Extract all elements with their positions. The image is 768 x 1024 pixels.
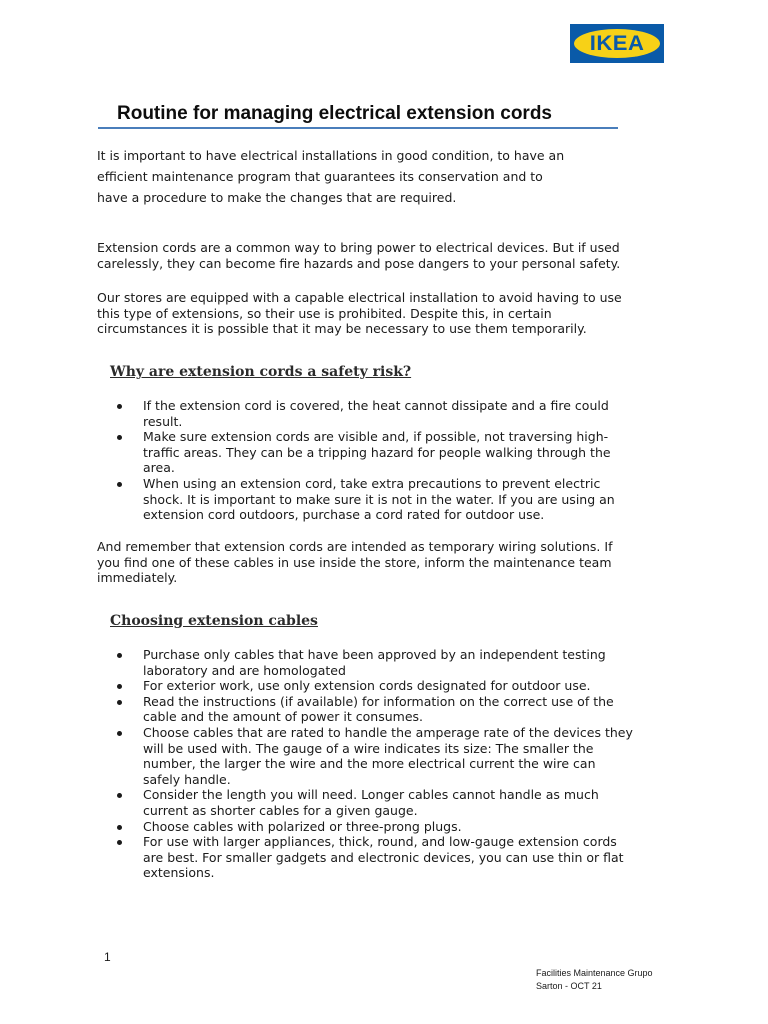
- footer-line: Sarton - OCT 21: [536, 981, 602, 991]
- paragraph-line: Our stores are equipped with a capable electrical installation to avoid having to use: [97, 290, 622, 305]
- paragraph-line: Extension cords are a common way to bring power to electrical devices. But if used: [97, 240, 620, 255]
- list-line: extension cord outdoors, purchase a cord rated for outdoor use.: [143, 507, 545, 523]
- intro-line: efficient maintenance program that guarantees its conservation and to: [97, 169, 543, 184]
- list-line: For use with larger appliances, thick, round, and low-gauge extension cords: [143, 834, 617, 850]
- list-line: number, the larger the wire and the more electrical current the wire can: [143, 756, 596, 772]
- bullet-icon: [117, 731, 122, 736]
- intro-line: It is important to have electrical installations in good condition, to have an: [97, 148, 565, 163]
- bullet-icon: [117, 404, 122, 409]
- logo-text: IKEA: [589, 32, 645, 55]
- list-line: When using an extension cord, take extra precautions to prevent electric: [143, 475, 601, 491]
- bullet-icon: [117, 435, 122, 440]
- list-line: Purchase only cables that have been approved by an independent testing: [143, 647, 606, 662]
- list-item: [0, 429, 615, 476]
- bullet-icon: [117, 684, 122, 689]
- list-line: safely handle.: [143, 771, 231, 787]
- list-item: [0, 725, 633, 787]
- list-line: Read the instructions (if available) for information on the correct use of the: [143, 693, 614, 709]
- footer-text: [536, 967, 653, 993]
- intro-paragraph: [97, 145, 564, 208]
- list-line: laboratory and are homologated: [143, 662, 346, 678]
- bullet-icon: [117, 700, 122, 705]
- list-item: [0, 819, 633, 835]
- footer-line: Facilities Maintenance Grupo: [536, 968, 653, 978]
- paragraph-line: And remember that extension cords are intended as temporary wiring solutions. If: [97, 539, 613, 554]
- bullet-icon: [117, 653, 122, 658]
- list-line: traffic areas. They can be a tripping hazard for people walking through the: [143, 444, 611, 460]
- list-line: are best. For smaller gadgets and electronic devices, you can use thin or flat: [143, 849, 624, 865]
- safety-risk-list: [0, 398, 615, 523]
- list-line: will be used with. The gauge of a wire indicates its size: The smaller the: [143, 740, 594, 756]
- paragraph-extension-cords: [97, 240, 620, 271]
- bullet-icon: [117, 793, 122, 798]
- choosing-cables-list: [0, 647, 633, 881]
- bullet-icon: [117, 840, 122, 845]
- list-line: Choose cables with polarized or three-prong plugs.: [143, 818, 462, 834]
- paragraph-line: you find one of these cables in use inside the store, inform the maintenance team: [97, 554, 612, 570]
- section-heading-safety-risk: Why are extension cords a safety risk?: [110, 364, 412, 380]
- document-title: Routine for managing electrical extension cords: [117, 103, 552, 124]
- list-line: Make sure extension cords are visible and, if possible, not traversing high-: [143, 429, 609, 445]
- section-heading-choosing-cables: Choosing extension cables: [110, 613, 318, 629]
- list-line: Choose cables that are rated to handle the amperage rate of the devices they: [143, 724, 633, 740]
- list-item: [0, 398, 615, 429]
- list-line: cable and the amount of power it consumes.: [143, 709, 423, 725]
- logo-oval: [574, 29, 660, 58]
- list-line: current as shorter cables for a given gauge.: [143, 802, 418, 818]
- list-item: [0, 787, 633, 818]
- bullet-icon: [117, 825, 122, 830]
- bullet-icon: [117, 482, 122, 487]
- list-line: For exterior work, use only extension cords designated for outdoor use.: [143, 678, 591, 694]
- list-line: If the extension cord is covered, the heat cannot dissipate and a fire could: [143, 398, 609, 413]
- list-item: [0, 694, 633, 725]
- list-line: area.: [143, 460, 175, 476]
- title-underline: [98, 127, 618, 129]
- list-line: result.: [143, 413, 183, 429]
- paragraph-line: this type of extensions, so their use is prohibited. Despite this, in certain: [97, 305, 552, 321]
- intro-line: have a procedure to make the changes that are required.: [97, 190, 457, 205]
- ikea-logo: [570, 24, 664, 63]
- list-item: [0, 834, 633, 881]
- list-item: [0, 647, 633, 678]
- list-line: extensions.: [143, 865, 215, 881]
- list-item: [0, 678, 633, 694]
- list-item: [0, 476, 615, 523]
- page-number: 1: [104, 950, 111, 964]
- paragraph-line: circumstances it is possible that it may be necessary to use them temporarily.: [97, 321, 587, 336]
- paragraph-line: immediately.: [97, 570, 178, 585]
- paragraph-stores: [97, 290, 622, 337]
- list-line: Consider the length you will need. Longer cables cannot handle as much: [143, 787, 599, 803]
- paragraph-reminder: [97, 539, 612, 586]
- paragraph-line: carelessly, they can become fire hazards and pose dangers to your personal safety.: [97, 255, 621, 271]
- list-line: shock. It is important to make sure it is not in the water. If you are using an: [143, 491, 615, 507]
